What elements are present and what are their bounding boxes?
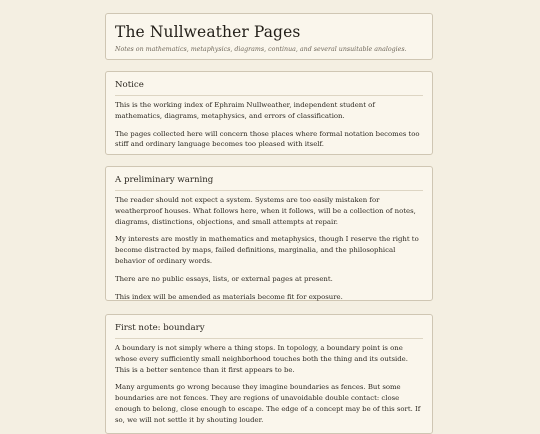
warning-section bbox=[105, 166, 433, 301]
first-note-section bbox=[105, 314, 433, 434]
notice-section bbox=[105, 71, 433, 155]
first-note-paragraph: A boundary is not simply where a thing stops. In topology, a boundary point is one whose every sufficiently small neighborhood touches both the thing and its outside. This is a better sentence than it first appears to be. bbox=[115, 344, 408, 374]
first-note-paragraph: Many arguments go wrong because they imagine boundaries as fences. But some boundaries are not fences. They are regions of unavoidable double contact: close enough to belong, close enough to escape. The edge of a concept may be of this sort. If so, we will not settle it by shouting louder. bbox=[115, 383, 421, 424]
warning-title: A preliminary warning bbox=[115, 174, 423, 191]
warning-paragraph: This index will be amended as materials become fit for exposure. bbox=[115, 292, 343, 301]
warning-paragraph: The reader should not expect a system. Systems are too easily mistaken for weatherproof houses. What follows here, when it follows, will be a collection of notes, diagrams, distinctions, objections, and small attempts at repair. bbox=[115, 196, 416, 226]
site-title: The Nullweather Pages bbox=[115, 23, 301, 41]
warning-paragraph: My interests are mostly in mathematics and metaphysics, though I reserve the right to become distracted by maps, failed definitions, marginalia, and the philosophical behavior of ordinary words. bbox=[115, 235, 419, 265]
warning-paragraph: There are no public essays, lists, or external pages at present. bbox=[115, 274, 333, 283]
site-subtitle: Notes on mathematics, metaphysics, diagrams, continua, and several unsuitable analogies. bbox=[115, 46, 407, 53]
first-note-title: First note: boundary bbox=[115, 322, 423, 339]
notice-paragraph: This is the working index of Ephraim Nullweather, independent student of mathematics, diagrams, metaphysics, and errors of classification. bbox=[115, 101, 375, 120]
site-header bbox=[105, 13, 433, 60]
notice-paragraph: The pages collected here will concern those places where formal notation becomes too stiff and ordinary language becomes too pleased with itself. bbox=[115, 129, 420, 149]
notice-title: Notice bbox=[115, 79, 423, 96]
